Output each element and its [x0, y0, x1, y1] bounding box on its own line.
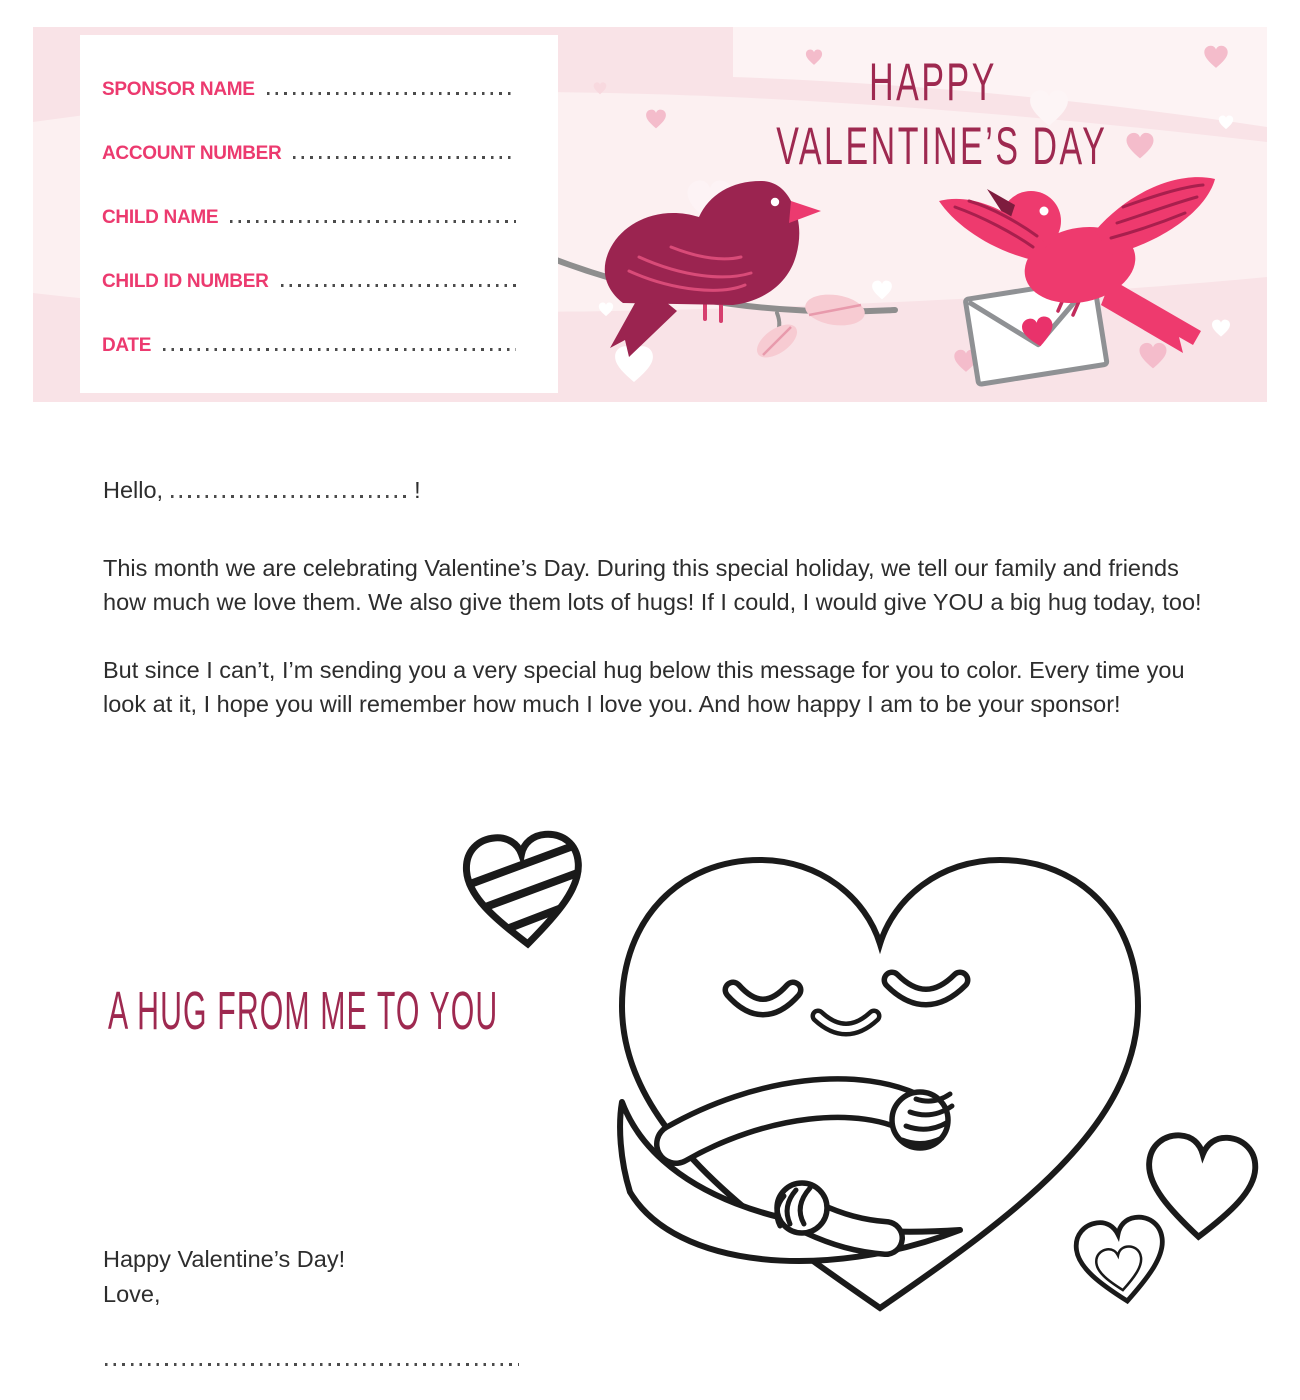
- letter-paragraph-2: But since I can’t, I’m sending you a very special hug below this message for you to color. Every time you look at it, I hope you will remember how much I love you. And how happy I am to be your sponsor!: [103, 657, 1185, 717]
- bird-eye: [771, 198, 779, 206]
- fill-in-line: [171, 495, 411, 498]
- banner-title: [776, 51, 1108, 179]
- sponsor-form: [80, 35, 558, 393]
- form-field-child-id-number: [102, 271, 516, 293]
- salutation-text: Hello,: [103, 477, 164, 503]
- form-field-date: [102, 335, 516, 357]
- fill-in-line: [230, 220, 516, 223]
- hugging-heart: [620, 860, 1138, 1308]
- form-field-sponsor-name: [102, 79, 516, 101]
- banner-title-line2: VALENTINE’S DAY: [776, 117, 1108, 176]
- letter-body: [103, 473, 1211, 755]
- form-field-label: ACCOUNT NUMBER: [102, 143, 282, 164]
- closing-line-2: Love,: [103, 1281, 161, 1307]
- fill-in-line: [293, 156, 516, 159]
- hand-icon: [892, 1092, 952, 1148]
- salutation-line: [103, 473, 1211, 507]
- hug-section-title: A HUG FROM ME TO YOU: [108, 981, 499, 1041]
- salutation-punctuation: !: [414, 477, 421, 503]
- form-field-label: SPONSOR NAME: [102, 79, 255, 100]
- striped-heart-icon: [454, 832, 592, 965]
- fill-in-line: [281, 284, 517, 287]
- banner-title-line1: HAPPY: [869, 53, 997, 112]
- hugging-heart-illustration: [440, 810, 1280, 1400]
- form-field-account-number: [102, 143, 516, 165]
- form-field-label: CHILD ID NUMBER: [102, 271, 269, 292]
- form-field-label: CHILD NAME: [102, 207, 219, 228]
- bird-eye: [1040, 207, 1049, 216]
- form-field-child-name: [102, 207, 516, 229]
- fill-in-line: [163, 348, 516, 351]
- fill-in-line: [267, 92, 516, 95]
- heart-icon: [1145, 1134, 1256, 1240]
- banner: [33, 27, 1267, 402]
- signature-fill-in-line: [105, 1363, 519, 1366]
- form-field-label: DATE: [102, 335, 152, 356]
- letter-closing: [103, 1242, 345, 1312]
- letter-paragraph-1: This month we are celebrating Valentine’s Day. During this special holiday, we tell our family and friends how much we love them. We also give them lots of hugs! If I could, I would give YOU a big hug today, too!: [103, 555, 1202, 615]
- closing-line-1: Happy Valentine’s Day!: [103, 1246, 346, 1272]
